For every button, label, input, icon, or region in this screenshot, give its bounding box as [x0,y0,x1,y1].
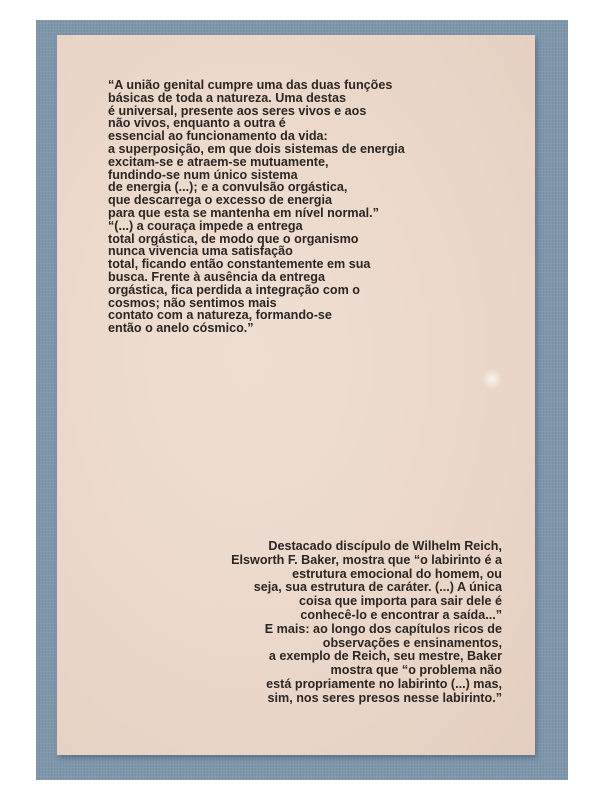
description-line: E mais: ao longo dos capítulos ricos de [264,621,502,636]
description-line: estrutura emocional do homem, ou [292,566,502,581]
quote-line: a superposição, em que dois sistemas de energia [108,141,405,156]
quote-line: total orgástica, de modo que o organismo [108,231,359,246]
quote-line: não vivos, enquanto a outra é [108,116,286,131]
quote-line: de energia (...); e a convulsão orgástica, [108,180,348,195]
quote-line: nunca vivencia uma satisfação [108,244,293,259]
quote-line: essencial ao funcionamento da vida: [108,129,328,144]
description-line: Elsworth F. Baker, mostra que “o labirinto é a [231,552,502,567]
quote-line: fundindo-se num único sistema [108,167,298,182]
cover-scuff-mark [482,368,502,390]
quote-line: orgástica, fica perdida a integração com o [108,282,360,297]
description-line: a exemplo de Reich, seu mestre, Baker [268,649,502,664]
description-line: Destacado discípulo de Wilhelm Reich, [268,539,502,553]
quote-line: total, ficando então constantemente em sua [108,257,371,272]
description-line: seja, sua estrutura de caráter. (...) A única [253,580,502,595]
quote-line: busca. Frente à ausência da entrega [108,269,325,284]
quote-line: para que esta se mantenha em nível normal.” [108,205,379,220]
description-line: conhecê-lo e encontrar a saída...” [300,607,502,622]
quote-line: “A união genital cumpre uma das duas funções [108,78,393,92]
cover-description-text [200,540,502,706]
cover-quote-text [108,79,408,335]
quote-line: “(...) a couraça impede a entrega [108,218,303,233]
quote-line: contato com a natureza, formando-se [108,308,332,323]
quote-line: básicas de toda a natureza. Uma destas [108,90,346,105]
quote-line: cosmos; não sentimos mais [108,295,277,310]
quote-line: excitam-se e atraem-se mutuamente, [108,154,329,169]
description-line: sim, nos seres presos nesse labirinto.” [267,690,502,705]
description-line: mostra que “o problema não [330,663,502,678]
description-line: está propriamente no labirinto (...) mas, [266,676,502,691]
description-line: observações e ensinamentos, [322,635,502,650]
quote-line: que descarrega o excesso de energia [108,193,333,208]
quote-line: então o anelo cósmico.” [108,321,254,336]
description-line: coisa que importa para sair dele é [299,594,502,609]
quote-line: é universal, presente aos seres vivos e aos [108,103,367,118]
